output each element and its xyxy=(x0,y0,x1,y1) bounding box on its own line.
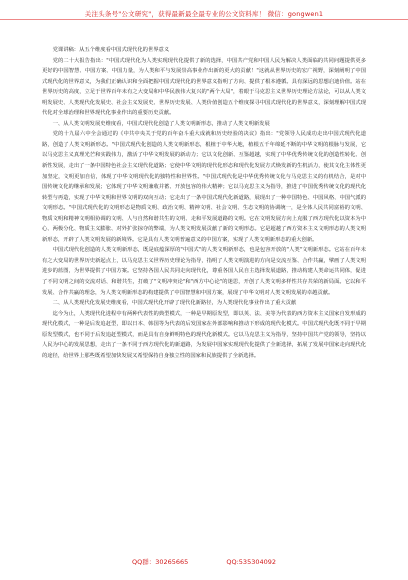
section-heading-1: 一、从人类文明发展史维度看，中国式现代化创造了人类文明新形态，推动了人类文明新发展 xyxy=(52,120,270,127)
body-paragraph: 迄今为止，人类现代化进程中有两种代表性的典型模式，一种是早期原发型，即以英、法、美等为代表的西方资本主义国家自发形成的现代化模式，一种是后发追赶型，即以日本、韩国等为代表的后发国家在外部影响和推动下形成的现代化模式。中国式现代化既不同于早期原发型模式，也不同于后发追赶型模式，而是具有自身鲜明特色的现代化新模式。它以马克思主义为指导，坚持中国共产党的领导，坚持以人民为中心的发展思想，走出了一条不同于西方现代化的新道路，为发展中国家实现现代化提供了全新选择，拓展了发展中国家走向现代化的途径，给世界上那些既希望加快发展又希望保持自身独立性的国家和民族提供了全新选择。 xyxy=(42,310,366,359)
footer-qq-group: QQ群：30265665 xyxy=(131,558,189,566)
top-banner: 关注头条号"公文研究"，获得最新最全最专业的公文资料库！ 微信：gongwen1 xyxy=(84,10,324,18)
footer-qq-contact: QQ:535304092 xyxy=(226,558,277,566)
footer xyxy=(0,557,408,566)
document-body xyxy=(42,45,366,361)
body-paragraph: 中国式现代化创造的人类文明新形态，既是底蕴深厚的"中国式"的人类文明新形态，也是包容开放的"人类"文明新形态。它站在百年未有之大变局的世界历史新起点上，以马克思主义世界历史理论为指导，指明了人类文明演进的方向是交流互鉴、合作共赢，擘画了人类文明进步的蓝图，为世界提供了中国方案。它坚持各国人民共同走向现代化，尊重各国人民自主选择发展道路，推动构建人类命运共同体，促进了不同文明之间的交流对话、和谐共生，打破了"文明冲突论"和"西方中心论"的迷思，开创了人类文明多样性共存共荣的新局面。它以和平发展、合作共赢的理念，为人类文明新形态的构建提供了中国智慧和中国方案，展现了中华文明对人类文明发展的卓越贡献。 xyxy=(42,247,366,296)
section-heading-2: 二、从人类现代化发展史维度看，中国式现代化开辟了现代化新路径，为人类现代化事业作出了重大贡献 xyxy=(52,300,297,307)
intro-paragraph: 党的二十大报告指出："中国式现代化为人类实现现代化提供了新的选择，中国共产党和中国人民为解决人类面临的共同问题提供更多更好的中国智慧、中国方案、中国力量，为人类和平与发展崇高事业作出新的更大的贡献！"这就从世界历史的宏广视野，深刻阐明了中国式现代化的世界意义，为我们正确认识和全面把握中国式现代化的世界意义指明了方向、提供了根本遵循。具有深远的思想启迪价值。站在世界历史的高度，立足于世界百年未有之大变局和中华民族伟大复兴的"两个大局"，着眼于马克思主义世界历史理论方法论，可以从人类文明发展史、人类现代化发展史、社会主义发展史、世界历史发展、人类价值创造五个维度探寻中国式现代化的世界意义，深刻理解中国式现代化对全球治理和世界现代化事业作出的重要历史贡献。 xyxy=(42,57,366,117)
body-paragraph: 党的十九届六中全会通过的《中共中央关于党的百年奋斗重大成就和历史经验的决议》指出："党领导人民成功走出中国式现代化道路，创造了人类文明新形态。"中国式现代化创造的人类文明新形态，根植于中华大地，植根五千年绵延不断的中华文明的根脉与发展，它以马克思主义真理光芒和实践伟力，激活了中华文明发展的新动力；它以文化创新、互鉴超越，实现了中华优秀传统文化的创造性转化、创新性发展，走出了一条中国特色社会主义现代化道路；它使中华文明的现代化形态和现代化发展方式焕发新的生机活力，使其文化主体性更加坚定，文明更加自信，体现了中华文明现代化的独特性和世界性。"中国式现代化是中华优秀传统文化与马克思主义的有机结合，是对中国传统文化的继承和发展；它体现了中华文明兼收并蓄、开放包容的伟大精神；它以马克思主义为指导，推进了中国优秀传统文化的现代化转型与再造，实现了中华文明和世界文明的双向互动；它走出了一条中国式现代化新道路，展现出了一种中国特色、中国风格、中国气派的文明形态。"中国式现代化的文明形态是物质文明、政治文明、精神文明、社会文明、生态文明的协调统一，是全体人民共同富裕的文明、物质文明和精神文明相协调的文明、人与自然和谐共生的文明、走和平发展道路的文明。它在文明发展方向上克服了西方现代化以资本为中心、两极分化、物质主义膨胀、对外扩张掠夺的弊端，为人类文明发展贡献了新的文明形态。它是超越了西方资本主义文明形态的人类文明新形态，开辟了人类文明发展的新境界。它是具有人类文明普遍意义的中国方案，实现了人类文明新形态的重大创新。 xyxy=(42,131,366,243)
banner-divider xyxy=(0,19,408,20)
document-title: 党课讲稿：从五个维度看中国式现代化的世界意义 xyxy=(52,47,170,53)
